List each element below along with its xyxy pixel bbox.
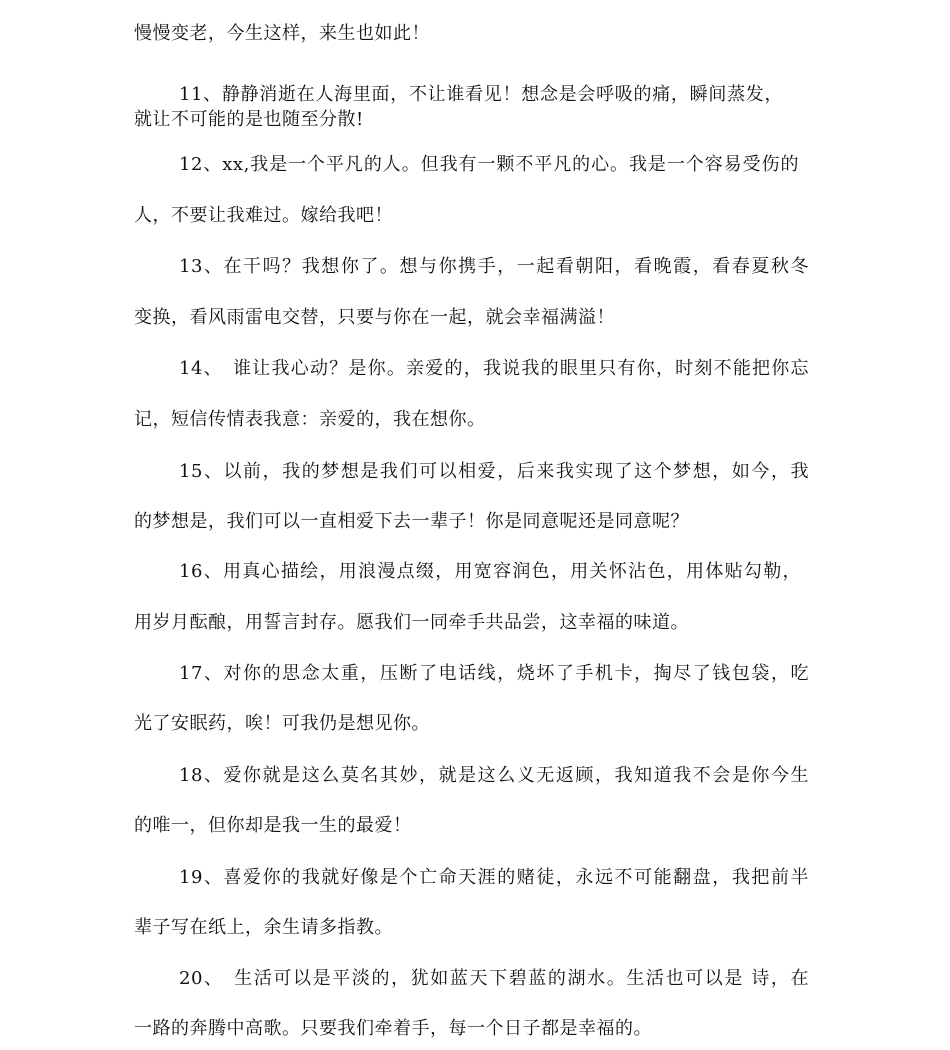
paragraph-11-line-1: 11、静静消逝在人海里面，不让谁看见！想念是会呼吸的痛，瞬间蒸发， (179, 84, 783, 105)
text-line: 慢慢变老，今生这样，来生也如此！ (134, 23, 430, 44)
paragraph-20-line-2: 一路的奔腾中高歌。只要我们牵着手，每一个日子都是幸福的。 (134, 1018, 652, 1039)
paragraph-12-line-1: 12、xx,我是一个平凡的人。但我有一颗不平凡的心。我是一个容易受伤的 (179, 154, 799, 175)
paragraph-11-line-2: 就让不可能的是也随至分散! (134, 109, 364, 130)
paragraph-17-line-2: 光了安眠药，唉！可我仍是想见你。 (134, 713, 430, 734)
paragraph-13-line-2: 变换，看风雨雷电交替，只要与你在一起，就会幸福满溢！ (134, 307, 615, 328)
paragraph-17-line-1: 17、对你的思念太重，压断了电话线，烧坏了手机卡，掏尽了钱包袋，吃 (179, 663, 809, 684)
paragraph-19-line-2: 辈子写在纸上，余生请多指教。 (134, 917, 393, 938)
paragraph-18-line-2: 的唯一，但你却是我一生的最爱！ (134, 815, 412, 836)
paragraph-18-line-1: 18、爱你就是这么莫名其妙，就是这么义无返顾，我知道我不会是你今生 (179, 765, 809, 786)
paragraph-16-line-1: 16、用真心描绘，用浪漫点缀，用宽容润色，用关怀沾色，用体贴勾勒， (179, 561, 801, 582)
paragraph-14-line-1: 14、 谁让我心动？是你。亲爱的，我说我的眼里只有你，时刻不能把你忘 (179, 358, 809, 379)
paragraph-20-line-1: 20、 生活可以是平淡的，犹如蓝天下碧蓝的湖水。生活也可以是 诗，在 (179, 968, 809, 989)
paragraph-15-line-1: 15、以前，我的梦想是我们可以相爱，后来我实现了这个梦想，如今，我 (179, 461, 809, 482)
paragraph-16-line-2: 用岁月酝酿，用誓言封存。愿我们一同牵手共品尝，这幸福的味道。 (134, 612, 689, 633)
paragraph-13-line-1: 13、在干吗？我想你了。想与你携手，一起看朝阳，看晚霞，看春夏秋冬 (179, 256, 809, 277)
paragraph-15-line-2: 的梦想是，我们可以一直相爱下去一辈子！你是同意呢还是同意呢？ (134, 511, 689, 532)
paragraph-12-line-2: 人，不要让我难过。嫁给我吧！ (134, 205, 393, 226)
paragraph-19-line-1: 19、喜爱你的我就好像是个亡命天涯的赌徒，永远不可能翻盘，我把前半 (179, 867, 809, 888)
paragraph-14-line-2: 记，短信传情表我意：亲爱的，我在想你。 (134, 409, 486, 430)
